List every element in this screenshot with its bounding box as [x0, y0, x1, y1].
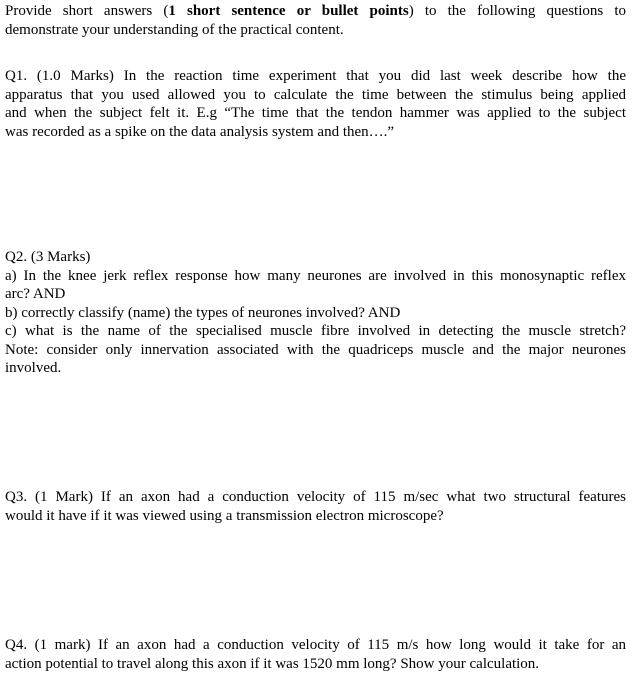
- question-2-line: a) In the knee jerk reflex response how many neurones are involved in this monosynaptic reflex: [5, 267, 626, 284]
- question-1-line: apparatus that you used allowed you to calculate the time between the stimulus being applied: [5, 86, 626, 103]
- question-2-heading: Q2. (3 Marks): [5, 249, 91, 265]
- instructions-bold-text: 1 short sentence or bullet points: [168, 3, 409, 19]
- question-3-line: would it have if it was viewed using a transmission electron microscope?: [5, 507, 444, 524]
- question-1-line: and when the subject felt it. E.g “The time that the tendon hammer was applied to the subject: [5, 105, 626, 121]
- question-4-line: action potential to travel along this axon if it was 1520 mm long? Show your calculation.: [5, 655, 540, 672]
- instructions-text-a: Provide short answers (: [5, 3, 169, 19]
- question-2: [5, 248, 626, 378]
- instructions-line-2: demonstrate your understanding of the practical content.: [5, 21, 344, 38]
- question-2-line: involved.: [5, 360, 62, 376]
- question-3: [5, 488, 626, 525]
- question-3-line: Q3. (1 Mark) If an axon had a conduction velocity of 115 m/sec what two structural features: [5, 489, 626, 505]
- question-4: [5, 636, 626, 673]
- question-1-line: Q1. (1.0 Marks) In the reaction time experiment that you did last week describe how the: [5, 68, 626, 84]
- instructions-text-b: ) to the following questions to: [408, 3, 626, 19]
- instructions-line-1: [5, 2, 626, 21]
- question-2-line: b) correctly classify (name) the types of neurones involved? AND: [5, 304, 401, 321]
- instructions: [5, 2, 626, 39]
- question-2-line: arc? AND: [5, 286, 66, 302]
- question-1-line: was recorded as a spike on the data analysis system and then….”: [5, 123, 395, 140]
- question-4-line: Q4. (1 mark) If an axon had a conduction velocity of 115 m/s how long would it take for an: [5, 637, 626, 653]
- question-2-line: c) what is the name of the specialised muscle fibre involved in detecting the muscle stretch?: [5, 323, 626, 339]
- question-1: [5, 67, 626, 141]
- question-2-line: Note: consider only innervation associated with the quadriceps muscle and the major neurones: [5, 341, 626, 358]
